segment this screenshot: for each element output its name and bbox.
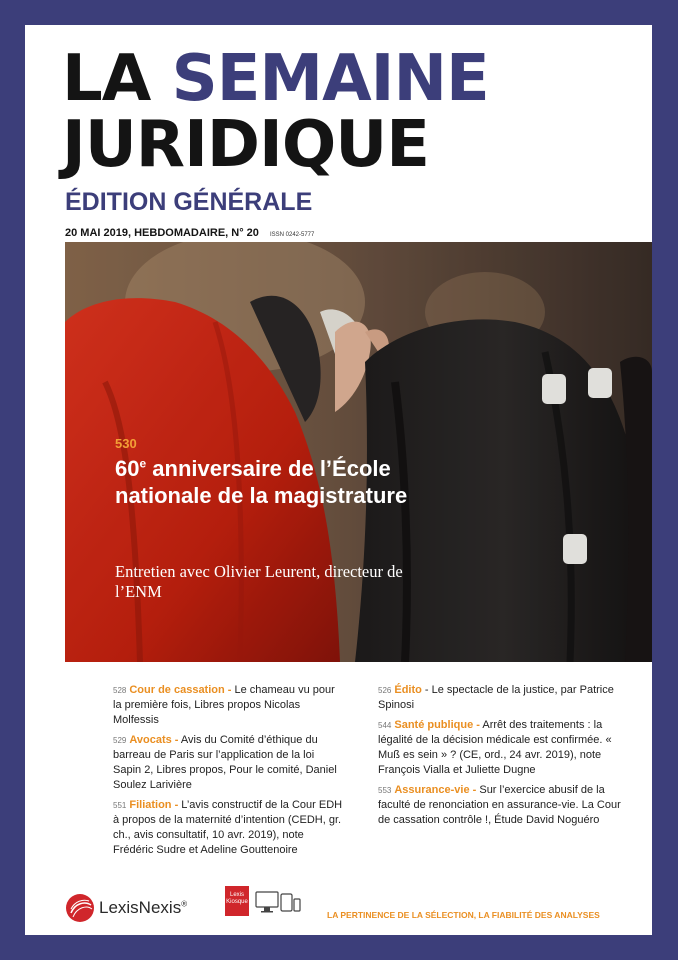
toc-item-number: 526 bbox=[378, 686, 392, 695]
toc-item[interactable] bbox=[378, 683, 628, 713]
toc-item-rubric: Édito bbox=[394, 684, 422, 696]
masthead-line2: JURIDIQUE bbox=[62, 108, 429, 182]
tablet-icon bbox=[281, 894, 292, 911]
masthead-line1 bbox=[62, 42, 489, 116]
lexisnexis-logo-icon bbox=[65, 893, 95, 923]
toc-item-rubric: Avocats - bbox=[129, 733, 179, 746]
toc-item-number: 529 bbox=[113, 735, 127, 745]
toc-item-number: 551 bbox=[113, 800, 127, 810]
registered-mark: ® bbox=[181, 899, 188, 909]
toc-item-text: Arrêt des traitements : la légalité de la décision médicale est confirmée. « Muß es sein » ? (CE, ord., 24 avr. 2019), note François Vialla et Juliette Dugne bbox=[378, 718, 612, 776]
toc-item-number: 544 bbox=[378, 720, 392, 730]
footer bbox=[25, 880, 652, 928]
toc-item-rubric: Filiation - bbox=[129, 798, 179, 811]
devices-icons bbox=[255, 890, 301, 916]
issue-date: 20 MAI 2019, HEBDOMADAIRE, N° 20 bbox=[65, 227, 259, 239]
toc-item-text: Avis du Comité d’éthique du barreau de Paris sur l’application de la loi Sapin 2, Libres propos, Pour le comité, Daniel Soulez Larivière bbox=[113, 733, 337, 791]
toc-item[interactable] bbox=[113, 733, 345, 793]
toc-item-number: 553 bbox=[378, 785, 392, 795]
monitor-icon bbox=[256, 892, 278, 913]
tagline: LA PERTINENCE DE LA SÉLECTION, LA FIABILITÉ DES ANALYSES bbox=[327, 910, 600, 920]
kiosque-line1: Lexis bbox=[229, 892, 244, 898]
cover-story-title bbox=[115, 455, 415, 510]
issue-line bbox=[65, 227, 314, 239]
toc-item-text: - Le spectacle de la justice, par Patrice Spinosi bbox=[378, 684, 614, 711]
toc-item-rubric: Cour de cassation - bbox=[129, 684, 232, 696]
cover-title-sup: e bbox=[139, 456, 147, 471]
toc-item-text: Le chameau vu pour la première fois, Libres propos Nicolas Molfessis bbox=[113, 684, 335, 726]
masthead-word-semaine: SEMAINE bbox=[171, 42, 489, 116]
toc-item[interactable] bbox=[378, 783, 628, 828]
toc-item[interactable] bbox=[113, 798, 345, 858]
toc-item[interactable] bbox=[113, 683, 345, 728]
masthead-word-la: LA bbox=[62, 42, 151, 116]
lexis-kiosque-icon[interactable] bbox=[225, 886, 249, 916]
magazine-cover bbox=[25, 25, 652, 935]
cover-story-number: 530 bbox=[115, 436, 137, 451]
toc-item[interactable] bbox=[378, 718, 628, 778]
toc-item-text: L’avis constructif de la Cour EDH à propos de la maternité d’intention (CEDH, gr. ch., avis consultatif, 10 avr. 2019), note Frédéric Sudre et Adeline Gouttenoire bbox=[113, 798, 343, 856]
kiosque-line2: Kiosque bbox=[226, 898, 248, 905]
toc-item-text: Sur l’exercice abusif de la faculté de renonciation en assurance-vie. La Cour de cassation contrôle !, Étude David Noguéro bbox=[378, 783, 621, 826]
cover-title-rest: anniversaire de l’École nationale de la magistrature bbox=[115, 456, 408, 509]
toc-item-rubric: Assurance-vie - bbox=[394, 783, 477, 796]
edition-label: ÉDITION GÉNÉRALE bbox=[65, 188, 313, 216]
toc-left-column bbox=[113, 683, 345, 862]
toc-right-column bbox=[378, 683, 628, 833]
cover-title-60: 60 bbox=[115, 456, 140, 481]
toc-item-number: 528 bbox=[113, 686, 127, 695]
publisher-name[interactable] bbox=[99, 898, 187, 918]
cover-story-subtitle: Entretien avec Olivier Leurent, directeur de l’ENM bbox=[115, 562, 403, 602]
publisher-label: LexisNexis bbox=[99, 898, 182, 917]
cover-photo bbox=[65, 242, 652, 662]
issn: ISSN 0242-5777 bbox=[269, 232, 315, 238]
toc-item-rubric: Santé publique - bbox=[394, 718, 480, 731]
phone-icon bbox=[294, 899, 300, 911]
